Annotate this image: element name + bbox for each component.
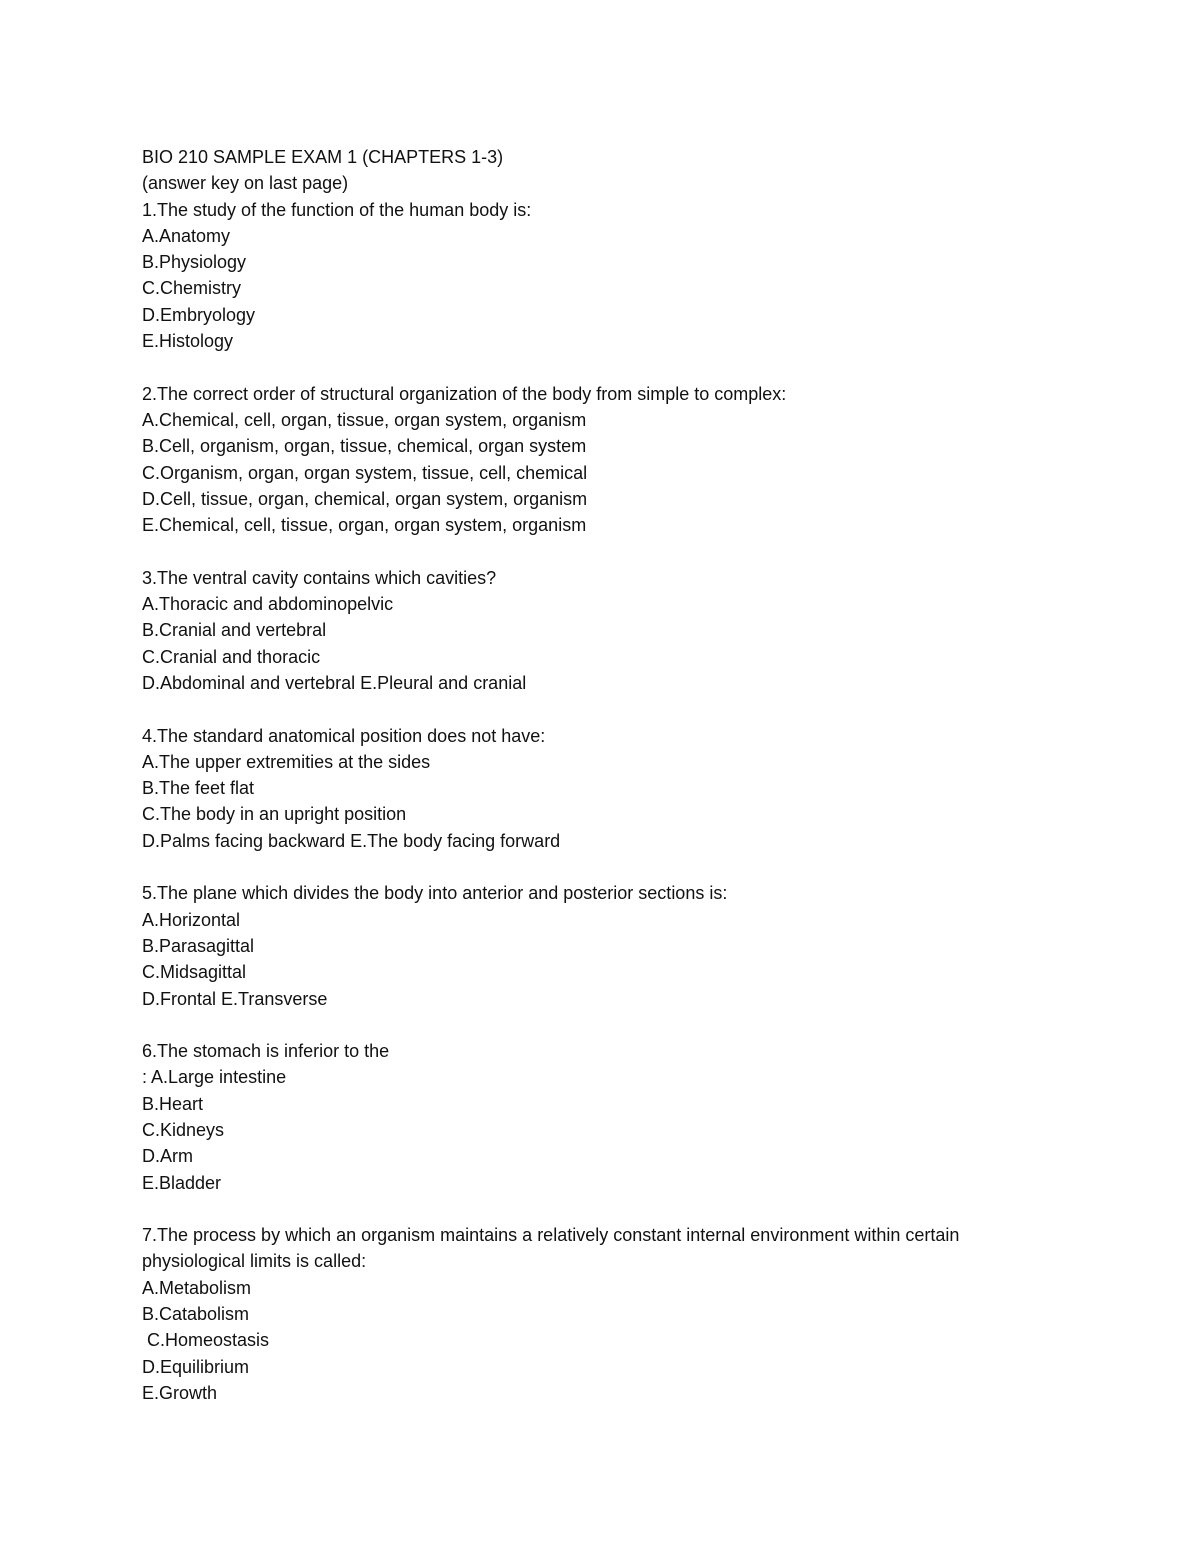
answer-option: B.The feet flat (142, 778, 255, 799)
spacer (142, 696, 1072, 722)
answer-option: E.Chemical, cell, tissue, organ, organ system, organism (142, 515, 587, 536)
answer-option: E.Growth (142, 1382, 218, 1403)
question-7 (142, 1222, 1072, 1406)
answer-option: A.The upper extremities at the sides (142, 751, 431, 772)
question-5 (142, 880, 1072, 1011)
answer-option: A.Metabolism (142, 1277, 252, 1298)
answer-option: : A.Large intestine (142, 1067, 287, 1088)
spacer (142, 854, 1072, 880)
answer-option: B.Physiology (142, 252, 247, 273)
question-1 (142, 197, 1072, 355)
answer-option: D.Palms facing backward E.The body facing forward (142, 830, 561, 851)
question-text: 4.The standard anatomical position does not have: (142, 725, 546, 746)
exam-title: BIO 210 SAMPLE EXAM 1 (CHAPTERS 1-3) (142, 147, 504, 167)
question-text: 2.The correct order of structural organization of the body from simple to complex: (142, 383, 787, 404)
answer-option: A.Thoracic and abdominopelvic (142, 594, 394, 615)
answer-option: B.Cell, organism, organ, tissue, chemical, organ system (142, 436, 587, 457)
spacer (142, 354, 1072, 380)
question-6 (142, 1038, 1072, 1196)
answer-option: B.Heart (142, 1093, 204, 1114)
exam-content (142, 144, 1072, 1406)
answer-option: D.Cell, tissue, organ, chemical, organ system, organism (142, 488, 588, 509)
answer-option: C.Midsagittal (142, 962, 247, 983)
answer-option: C.Kidneys (142, 1119, 225, 1140)
answer-option: C.Cranial and thoracic (142, 646, 321, 667)
question-4 (142, 723, 1072, 854)
spacer (142, 1196, 1072, 1222)
answer-option: C.Homeostasis (142, 1330, 270, 1351)
answer-option: B.Cranial and vertebral (142, 620, 327, 641)
answer-option: D.Arm (142, 1146, 193, 1167)
answer-option: A.Horizontal (142, 909, 241, 930)
answer-option: E.Bladder (142, 1172, 222, 1193)
question-text: 1.The study of the function of the human body is: (142, 199, 532, 220)
answer-option: B.Catabolism (142, 1304, 250, 1325)
answer-option: D.Equilibrium (142, 1356, 250, 1377)
question-text: 3.The ventral cavity contains which cavities? (142, 567, 497, 588)
answer-option: B.Parasagittal (142, 935, 255, 956)
spacer (142, 538, 1072, 564)
answer-option: C.Chemistry (142, 278, 242, 299)
answer-option: D.Frontal E.Transverse (142, 988, 328, 1009)
question-text: 6.The stomach is inferior to the (142, 1041, 390, 1062)
exam-subtitle: (answer key on last page) (142, 173, 349, 194)
answer-option: A.Anatomy (142, 225, 231, 246)
answer-option: A.Chemical, cell, organ, tissue, organ system, organism (142, 409, 587, 430)
spacer (142, 1012, 1072, 1038)
answer-option: C.The body in an upright position (142, 804, 407, 825)
question-2 (142, 381, 1072, 539)
question-text: 7.The process by which an organism maintains a relatively constant internal environment within certain (142, 1225, 960, 1246)
answer-option: E.Histology (142, 331, 234, 352)
answer-option: D.Embryology (142, 304, 256, 325)
question-text-continued: physiological limits is called: (142, 1251, 367, 1272)
question-3 (142, 565, 1072, 696)
answer-option: D.Abdominal and vertebral E.Pleural and cranial (142, 672, 527, 693)
answer-option: C.Organism, organ, organ system, tissue, cell, chemical (142, 462, 588, 483)
question-text: 5.The plane which divides the body into anterior and posterior sections is: (142, 883, 728, 904)
